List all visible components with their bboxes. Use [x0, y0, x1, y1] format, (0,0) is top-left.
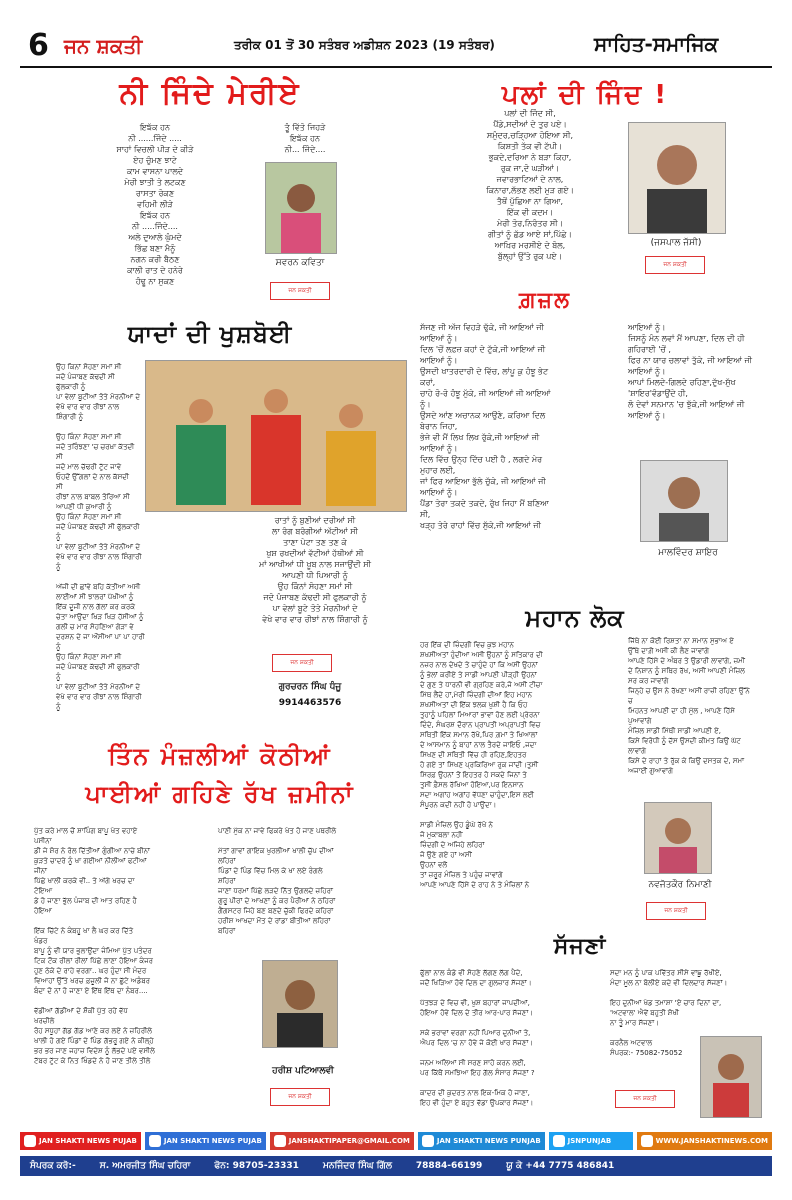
youtube-icon	[24, 1135, 36, 1147]
author-photo	[262, 960, 338, 1048]
article-text: ਹਰ ਇੱਕ ਦੀ ਜ਼ਿੰਦਗੀ ਵਿਚ ਕੁਝ ਮਹਾਨ ਸ਼ਖਸੀਅਤਾਂ ਹੁੰਦੀਆਂ ਅਸੀਂ ਉਹਨਾਂ ਨੂੰ ਸਤਿਕਾਰ ਦੀ ਨਜ਼ਰ ਨਾਲ ਦੇਖਦੇ ਤੇ ਚਾਹੁੰਦੇ ਹਾਂ ਕਿ ਅਸੀਂ ਉਹਨਾਂ ਨੂੰ ਭੇਲਾਂ ਕਰੀਏ ਤੇ ਸਾਡੀ ਆਪਣੀ ਪੀੜ੍ਹੀ ਉਹਨਾਂ ਦੇ ਗੁਣ ਤੇ ਧਾਰਨੀ ਵੀ ਗ੍ਰਹਿਣ ਕਰੇ,ਜੋ ਅਸੀਂ ਟੀਚਾ ਮਿੱਥ ਲੈਂਦੇ ਹਾਂ,ਮੇਰੀ ਜ਼ਿੰਦਗੀ ਦੀਆਂ ਇਹ ਮਹਾਨ ਸ਼ਖਸੀਅਤਾਂ ਦੀ ਇੱਕ ਝਲਕ ਖੁਸ਼ੀ ਹੈ ਕਿ ਓਹ ਤੁਹਾਨੂੰ ਪਹਿਲਾਂ ਮਿਆਰਾਂ ਭਾਵਾਂ ਹੋਣ ਲਈ ਪ੍ਰੇਰਨਾ ਦਿੰਦੇ, ਸੰਘਰਸ਼ ਦੌਰਾਨ ਪ੍ਰਾਪਤੀ ਅਪ੍ਰਾਪਤੀ ਵਿਚ ਸਥਿਤੀ ਇੱਕ ਸਮਾਨ ਰੱਖੋ,ਪਿਰ ਗ਼ਮਾਂ ਤੇ ਖਿਆਲਾਂ ਦੇ ਆਸਮਾਨ ਨੂੰ ਬਾਹਾਂ ਨਾਲ ਤੈਰਦੇ ਜਾਇਓ ,ਜਦਾ ਸਿਖਣ ਦੀ ਸਥਿਤੀ ਵਿੱਚ ਹੀ ਰਹਿਣ,ਇਹਤਰ ਹੋ ਗਏ ਤਾਂ ਸਿਖਣ ਪ੍ਰਕਿਰਿਆ ਰੁਕ ਜਾਂਦੀ।ਤੁਸੀਂ ਸਿਰਫ਼ ਉਹਨਾਂ ਤੋਂ ਇਹਤਰ ਹੋ ਸਕਦੇ ਜਿਨਾਂ ਤੇ ਤੁਸੀਂ ਫ਼ੈਸਲ ਰੱਖਿਆ ਹੋਇਆ,ਪਰ ਇਨਸਾਨ ਸਦਾ ਅਗਾਂਹ ਅਗਾਂਹ ਵੱਧਣਾ ਚਾਹੁੰਦਾ,ਇਸ ਲਈ ਸੰਪੂਰਨ ਕਦੀ ਨਹੀਂ ਹੋ ਪਾਉਂਦਾ। ਸਾਡੀ ਮੰਜ਼ਿਲ ਉਹ ਡੂੰਘੇ ਰੱਖੋ ਨੇ ਜੋ ਮੁਕਾਬਲਾ ਨਹੀਂ ਜ਼ਿੰਦਗੀ ਦੇ ਅਜਿਹੇ ਲਹਿਰਾਂ ਜੋ ਉਣੇ ਗਏ ਹਾਂ ਅਸੀਂ ਉਹਨਾਂ ਵਲੋਂ ਤਾਂ ਜ਼ਰੂਰ ਮੰਜ਼ਿਲ ਤੇ ਪਹੁੰਚ ਜਾਵਾਂਗੇ ਆਪਣੇ ਆਪਣੇ ਹਿੱਸੇ ਦੇ ਰਾਹ ਨੇ ਤੇ ਮੰਜ਼ਿਲਾਂ ਨੇ	[420, 641, 543, 889]
social-link-label: JAN SHAKTI NEWS PUJAB	[39, 1137, 137, 1145]
page-number: 6	[28, 28, 49, 63]
author-name: ਸਵਰਨ ਕਵਿਤਾ	[275, 258, 325, 268]
contact-phone: ਫੋਨ: 98705-23331	[214, 1161, 299, 1171]
portrait-icon	[629, 123, 725, 233]
newspaper-badge: ਜਨ ਸ਼ਕਤੀ	[646, 902, 706, 920]
article-illustration	[145, 360, 407, 512]
newspaper-badge: ਜਨ ਸ਼ਕਤੀ	[270, 282, 330, 300]
social-link[interactable]	[418, 1132, 545, 1150]
article-title: ਤਿੰਨ ਮੰਜ਼ਲੀਆਂ ਕੋਠੀਆਂ	[108, 742, 332, 770]
contact-label: ਸੰਪਰਕ ਕਰੋ:-	[30, 1161, 76, 1171]
poem-text: ਪਲਾਂ ਦੀ ਜਿੰਦ ਸੀ, ਪੈਂਡੇ,ਸਦੀਆਂ ਦੇ ਤੁਰ ਪਏ। ਸਮੁੰਦਰ,ਚੜ੍ਹਿਆ ਹੋਇਆ ਸੀ, ਕਿਸ਼ਤੀ ਤੱਕ ਵੀ ਟੱਪੀ। ਭੁਕਦੇ,ਦਰਿਆ ਨੇ ਬੜਾ ਕਿਹਾ, ਰੁਕ ਜਾ,ਦੋ ਘੜੀਆਂ। ਜਵਾਰਭਾਟਿਆਂ ਦੇ ਨਾਲ, ਕਿਨਾਰਾ,ਲੱਭਣ ਲਈ ਮੁੜ ਗਏ। ਤੈਥੋਂ ਪੁੱਛਿਆ ਨਾ ਗਿਆ, ਇੱਕ ਵੀ ਕਦਮ। ਮੇਰੀ ਤੋਰ,ਨਿਰੰਤਰ ਸੀ। ਗੀਤਾਂ ਨੂੰ ਛੱਡ ਆਏ ਸਾਂ,ਪਿੱਛੇ। ਆਖ਼ਿਰ ਮਰਸੀਏ ਦੇ ਬੋਲ, ਬੁੱਲ੍ਹਾਂ ਉੱਤੇ ਰੁਕ ਪਏ।	[486, 109, 574, 261]
mail-icon	[274, 1135, 286, 1147]
contact-uk-phone: ਯੂ ਕੇ +44 7775 486841	[506, 1161, 615, 1171]
social-link-label: JANSHAKTIPAPER@GMAIL.COM	[288, 1137, 410, 1145]
edition-date: ਤਰੀਕ 01 ਤੋਂ 30 ਸਤੰਬਰ ਅਡੀਸ਼ਨ 2023 (19 ਸਤੰਬਰ)	[234, 38, 495, 52]
contact-bar	[20, 1156, 772, 1176]
author-name: ਹਰੀਸ਼ ਪਟਿਆਲਵੀ	[272, 1066, 334, 1076]
header-rule	[20, 66, 772, 68]
author-photo	[644, 802, 712, 874]
author-photo	[640, 460, 728, 542]
author-phone: 9914463576	[278, 698, 342, 708]
web-icon	[641, 1135, 653, 1147]
social-link[interactable]	[549, 1132, 633, 1150]
newspaper-badge: ਜਨ ਸ਼ਕਤੀ	[645, 256, 705, 274]
author-photo	[700, 1036, 762, 1118]
author-name: ਮਾਲਵਿੰਦਰ ਸ਼ਾਇਰ	[658, 548, 718, 558]
newspaper-badge: ਜਨ ਸ਼ਕਤੀ	[615, 1090, 675, 1108]
ghazal-text: ਆਇਆਂ ਨੂੰ। ਜਿਸਨੂੰ ਮੰਨ ਲਵਾਂ ਮੈਂ ਆਪਣਾ, ਦਿਲ ਦੀ ਹੀ ਗਹਿਰਾਈ 'ਚੋਂ , ਫਿਰ ਨਾ ਯਾਰ ਚਲਾਵਾਂ ਤੁੱਕੇ, ਜੀ ਆਇਆਂ ਜੀ ਆਇਆਂ ਨੂੰ। ਆਪਾਂ ਮਿਲਦੇ-ਗਿਲਦੇ ਰਹਿਣਾ,ਦੁੱਖ-ਸੁੱਖ 'ਸ਼ਾਇਰ'ਵੰਡਾਉਂਦੇ ਹੀ, ਲੋ ਦੇਵਾਂ ਸਨਮਾਨ 'ਚ ਝੁੱਕੇ,ਜੀ ਆਇਆਂ ਜੀ ਆਇਆਂ ਨੂੰ।	[628, 323, 753, 420]
author-photo	[265, 162, 337, 254]
poem-text: ਰਾਤਾਂ ਨੂੰ ਬੁਣੀਆਂ ਦਰੀਆਂ ਸੀ ਲਾ ਰੰਗ ਬਰੰਗੀਆਂ ਅੱਟੀਆਂ ਸੀ ਤਾਣਾ ਪੇਟਾ ਤਣ ਤਣ ਕੇ ਖੁਸ਼ ਰਖਦੀਆਂ ਵੱਟੀਆਂ ਹੱਥੀਆਂ ਸੀ ਮਾਂ ਆਖੀਆਂ ਧੀ ਖੂਬ ਨਾਲ ਸਜਾਉਂਦੀ ਸੀ ਆਪਣੀ ਧੀ ਪਿਆਰੀ ਨੂੰ ਉਹ ਕਿੰਨਾਂ ਸੋਹਣਾ ਸਮਾਂ ਸੀ ਜਦੋ ਪੰਜਾਬਣ ਕੱਢਦੀ ਸੀ ਫੁਲਕਾਰੀ ਨੂੰ ਪਾ ਵੇਲਾਂ ਬੂਟੇ ਤੋਤੇ ਮੋਰਨੀਆਂ ਦੇ ਵੇਖੇ ਵਾਰ ਵਾਰ ਰੀਝਾਂ ਨਾਲ ਸ਼ਿੰਗਾਰੀ ਨੂੰ	[259, 516, 371, 624]
social-link-label: JAN SHAKTI NEWS PUJAB	[163, 1137, 262, 1145]
article-text: ਪਾਣੀ ਮੁੱਕ ਨਾ ਜਾਵੇ ਫਿਕਰੇ ਖੇਤ ਹੋ ਜਾਣ ਪਥਰੀਲੇ ਮੱਤਾਂ ਗਾਵਾਂ ਗਾਇਕ ਖੁਰਲੀਆਂ ਖਾਲੀ ਚੁੱਪ ਦੀਆਂ ਲਹਿਰਾਂ ਪਿੰਡਾਂ ਦੇ ਪਿੰਡ ਵਿੱਚ ਮਿਲ ਕੇ ਖਾ ਲਏ ਰੰਗਲੇ ਸ਼ਹਿਰਾਂ ਜਾਣਾਂ ਧਰਮਾਂ ਪਿੱਛੇ ਲੜਦੇ ਨਿੱਤ ਉਗਲਦੇ ਜ਼ਹਿਰਾਂ ਗੁਰੂ ਪੀਰਾਂ ਦੇ ਆਖਣਾਂ ਨੂੰ ਕਰ ਪੈਰੀਆਂ ਨੇ ਠਹਿਰਾਂ ਗੈਂਗਸਟਰ ਜਿਹੇ ਬਣ ਬਣਦੇ ਚੁੱਕੀ ਫਿਰਦੇ ਕਹਿਰਾਂ ਹਰੀਸ਼ ਆਖਦਾ ਮੌਤ ਦੇ ਰਾਂਡਾ ਬੀਤੀਆਂ ਲਹਿਰਾਂ ਬਹਿਰਾਂ	[218, 827, 337, 935]
instagram-icon	[422, 1135, 434, 1147]
facebook-icon	[149, 1135, 161, 1147]
social-link[interactable]	[270, 1132, 414, 1150]
newspaper-badge: ਜਨ ਸ਼ਕਤੀ	[272, 654, 332, 672]
author-photo	[628, 122, 726, 234]
author-name: ਨਵਜੋਤਕੌਰ ਨਿਮਾਣੀ	[648, 880, 712, 890]
article-title: ਨੀ ਜਿੰਦੇ ਮੇਰੀਏ	[119, 76, 301, 111]
poem-text: ਇਙੱਕ ਹਨ ਨੀ ......ਜਿੰਦੇ ..... ਸਾਹਾਂ ਵਿਚਲੀ ਪੀੜ ਦੇ ਕੀੜੇ ਏਹ ਚੁੰਮਣ ਝਾਟੇ ਕਾਮ ਵਾਸਨਾ ਪਾਲਦੇ ਮੇਰੀ ਝਾਤੀ ਤੇ ਲਟਕਣ ਰਾਸਤਾ ਰੋਕਣ ਵਹਿਮੀ ਲੀੜੇ ਇਙੱਕ ਹਨ ਨੀ .....ਜਿੰਦੇ.... ਅਲੇ ਦੁਆਲੇ ਘੁੰਮਦੇ ਭਿੱਛ ਬਣਾ ਮੈਨੂੰ ਨਗਨ ਕਰੀ ਬੈਠਣ ਕਾਲੀ ਰਾਤ ਦੇ ਹਨੇਰੇ ਹੰਢੂ ਨਾ ਸੁਕਣ	[116, 123, 194, 286]
article-subtitle: ਪਾਈਆਂ ਗਹਿਣੇ ਰੱਖ ਜ਼ਮੀਨਾਂ	[85, 780, 355, 808]
article-text: ਫੁੱਲਾਂ ਨਾਲ ਕੰਡੇ ਵੀ ਸੋਹਣੇ ਲੱਗਣ ਲੱਗ ਪੈਂਦੇ, ਜਦੋਂ ਖਿੜਿਆ ਹੋਵੇ ਦਿਲ ਦਾ ਗੁਲਜ਼ਾਰ ਸੱਜਣਾਂ। ਪੱਤਝੜ ਦੇ ਵਿਚ ਵੀ, ਖੁਸ਼ ਬਹਾਰਾਂ ਜਾਪਦੀਆਂ, ਹੋਇਆ ਹੋਵੇ ਦਿਲ ਦੇ ਤੀਰ ਆਰ-ਪਾਰ ਸੱਜਣਾਂ। ਸਕੇ ਭਰਾਵਾਂ ਵਰਗਾ ਨਹੀਂ ਪਿਆਰ ਦੁਨੀਆਂ ਤੇ, ਐਪਰ ਦਿਲ 'ਚ ਨਾ ਹੋਵੇ ਜੇ ਕੋਈ ਖਾਰ ਸੱਜਣਾਂ। ਜਨਮ ਅਲਿਆਂ ਸੀ ਸਰਣ ਸਾਹੋ ਕਰਨ ਲਈ, ਪਰ ਕਿੱਥੋਂ ਸਮਝਿਆ ਇਹ ਗੱਲ ਸੰਸਾਰ ਸੱਜਣਾਂ ? ਕਾਦਰ ਦੀ ਕੁਦਰਤ ਨਾਲ ਇਕ-ਮਿਕ ਹੋ ਜਾਣਾ, ਇਹ ਵੀ ਹੁੰਦਾ ਏ ਬਹੁਤ ਵੱਡਾ ਉਪਕਾਰ ਸੱਜਣਾਂ।	[420, 969, 535, 1107]
article-title: ਮਹਾਨ ਲੋਕ	[525, 604, 625, 632]
social-link[interactable]	[20, 1132, 141, 1150]
article-text: ਜਿੱਥੇ ਨਾ ਕੋਈ ਰਿਸ਼ਤਾ ਨਾ ਸਮਾਨ ਸੁਭਾਅ ਏ ਉੱਥੇ ਦਾਗ਼ੋਂ ਅਸੀਂ ਕੀ ਲੈਣ ਜਾਵਾਂਗੇ ਆਪਣੇ ਹਿੱਸੇ ਦੇ ਅੰਬਰ ਤੇ ਉਡਾਰੀ ਲਾਵਾਂਗੇ, ਜ਼ਮੀਂ ਦੇ ਨਿਸ਼ਾਨ ਨੂੰ ਸਥਿਰ ਰੱਖ, ਅਸੀਂ ਆਪਣੀ ਮੰਜ਼ਿਲ ਸਰ ਕਰ ਜਾਵਾਂਗੇ ਜਿਨ੍ਹੇ ਚ ਉਸ ਨੇ ਰੱਖਣਾ ਅਸੀਂ ਰਾਜ਼ੀ ਰਹਿਣਾ ਉੱਨੇ ਚ ਮਿਹਨਤ ਆਪਣੀ ਦਾ ਹੀ ਮੁੱਲ , ਆਪਣੇ ਹਿੱਸੇ ਪੁਆਵਾਂਗੇ ਮੰਜ਼ਿਲ ਸਾਡੀ ਮਿੱਥੀ ਸਾਡੀ ਆਪਣੀ ਏ, ਕਿਸੇ ਵਿਰੋਧੀ ਨੂੰ ਦੱਸ ਉਸਦੀ ਕੀਮਤ ਕਿਉਂ ਘੱਟ ਲਾਵਾਂਗੇ ਕਿਸੇ ਦੇ ਰਾਹਾਂ ਤੇ ਰੁੱਕ ਕੇ ਕਿਉਂ ਦਸਤਕ ਦੇ, ਸਮਾਂ ਅਜਾਈਂ ਗੁਆਵਾਂਗੇ	[628, 637, 750, 775]
twitter-icon	[553, 1135, 565, 1147]
poem-text: ਉਹ ਕਿਨਾਂ ਸੋਹਣਾ ਸਮਾਂ ਸੀ ਜਦੋ ਪੰਜਾਬਣ ਕੱਢਦੀ ਸੀ ਫੁੱਲਕਾਰੀ ਨੂੰ ਪਾ ਵੇਲਾਂ ਬੂਟੀਆਂ ਤੋਤੇ ਮੋਰਨੀਆਂ ਦੇ ਵੇਖੋ ਵਾਰ ਵਾਰ ਰੀਝਾਂ ਨਾਲ ਸ਼ਿੰਗਾਰੀ ਨੂੰ ਉਹ ਕਿੰਨਾ ਸੋਹਣਾ ਸਮਾਂ ਸੀ ਜਦੋ ਤਰਿੰਝਣਾ 'ਚ ਚਰਖ਼ਾ ਕੱਤਦੀ ਸੀ ਜਦੋ ਮਾਲ ਚੱਢਰੀ ਟੁੱਟ ਜਾਵੇ ਓਹਦੋਂ ਉੱਗਲਾਂ ਦੇ ਨਾਲ ਕੱਸਦੀ ਸੀ ਰੀਝਾਂ ਨਾਲ ਬਾਬਲ ਤੋਰਿਆ ਸੀ ਆਪਣੀ ਧੀ ਕੁਆਰੀ ਨੂੰ ਉਹ ਕਿੰਨਾਂ ਸੋਹਣਾ ਸਮਾਂ ਸੀ ਜਦੋਂ ਪੰਜਾਬਣ ਕੱਢਦੀ ਸੀ ਫੁੱਲਕਾਰੀ ਨੂੰ ਪਾ ਵੇਲਾਂ ਬੂਟੀਆਂ ਤੋਤੇ ਮੋਰਨੀਆਂ ਦੇ ਵੇਖੇ ਵਾਰ ਵਾਰ ਰੀਝਾ ਨਾਲ ਸ਼ਿੰਗਾਰੀ ਨੂੰ ਅੱਜੀ ਦੀ ਛਾਂਵੇ ਬਹਿ ਕੱਤੀਆਂ ਅਸੀ ਲਾਈਆਂ ਸੀ ਝਾਲਰਾਂ ਪੱਖੀਆਂ ਨੂੰ ਇੱਕ ਦੂਜੀ ਨਾਲ ਗੱਲਾਂ ਕਰ ਕਰਕੇ ਚੇਤਾ ਆਉਂਦਾ ਖਿੜ ਖਿੜ ਹੱਸੀਆਂ ਨੂੰ ਗਲੀ ਚ ਮਾਰ ਸੋਹਣਿਆ ਗੇੜਾ ਵੇ ਦਰਸ਼ਨ ਦੇ ਜਾ ਔਸੀਆਂ ਪਾ ਪਾ ਹਾਰੀ ਨੂੰ ਉਹ ਕਿੰਨਾਂ ਸੋਹਣਾ ਸਮਾਂ ਸੀ ਜਦੋ ਪੰਜਾਬਣ ਕੱਢਦੀ ਸੀ ਫੁਲਕਾਰੀ ਨੂੰ ਪਾ ਵੇਲਾਂ ਬੂਟੀਆਂ ਤੋਤੇ ਮੋਰਨੀਆਂ ਦੇ ਵੇਖੇ ਵਾਰ ਵਾਰ ਰੀਝਾਂ ਨਾਲ ਸ਼ਿੰਗਾਰੀ ਨੂੰ	[56, 363, 145, 711]
portrait-icon	[701, 1037, 761, 1117]
article-text: ਸਦਾ ਮਨ ਨੂੰ ਪਾਕ ਪਵਿੱਤਰ ਸੀਸੇ ਵਾਂਙੂ ਰੱਖੀਏ, ਮੰਦਾ ਮੂਲ ਨਾ ਬੋਲੀਏ ਕਦੇ ਵੀ ਦਿਲਦਾਰ ਸੱਜਣਾਂ। ਇਹ ਦੁਨੀਆਂ ਖੇਡ ਤਮਾਸ਼ਾ 'ਏ ਚਾਰ ਦਿਨਾਂ ਦਾ, 'ਅਟਵਾਲ' ਐਵੇਂ ਬਹੁਤੀ ਸ਼ੋਖੀ ਨਾ ਤੂੰ ਮਾਰ ਸੱਜਣਾਂ। ਕਰਨੈਲ ਅਟਵਾਲ ਸੰਪਰਕ:- 75082-75052	[610, 969, 728, 1057]
poem-text: ਤੂੰ ਵਿੱਤੋ ਜਿਹੜੇ ਇਙੱਕ ਹਨ ਨੀ... ਜਿੰਦੇ....	[284, 123, 326, 154]
author-name: (ਜਸਪਾਲ ਜੱਸੀ)	[650, 238, 702, 248]
social-link-label: WWW.JANSHAKTINEWS.COM	[655, 1137, 768, 1145]
social-link-label: JAN SHAKTI NEWS PUNJAB	[436, 1137, 541, 1145]
social-link-label: JSNPUNJAB	[567, 1137, 612, 1145]
article-title: ਯਾਦਾਂ ਦੀ ਖੁਸ਼ਬੋਈ	[127, 320, 293, 348]
section-title: ਸਾਹਿਤ-ਸਮਾਜਿਕ	[594, 32, 719, 56]
contact-person: ਮਨਜਿੰਦਰ ਸਿੰਘ ਗਿੱਲ	[322, 1161, 392, 1171]
portrait-icon	[641, 461, 727, 541]
newspaper-badge: ਜਨ ਸ਼ਕਤੀ	[270, 1088, 330, 1106]
contact-phone: 78884-66199	[415, 1161, 483, 1171]
social-link[interactable]	[145, 1132, 266, 1150]
contact-person: ਸ. ਅਮਰਜੀਤ ਸਿੰਘ ਚਹਿਰਾ	[99, 1161, 191, 1171]
article-title: ਸੱਜਣਾਂ	[553, 934, 607, 959]
author-name: ਗੁਰਚਰਨ ਸਿੰਘ ਧੰਜੂ	[278, 682, 342, 692]
article-text: ਪੁੱਤ ਕਰੇ ਮਾਲ ਚੋਂ ਸ਼ਾਪਿੰਗ ਬਾਪੂ ਖੇਤ ਵਹਾਏ ਪਸੀਨਾ ਡੀ ਜੇ ਸ਼ੋਰ ਨੇ ਰੋਲ ਦਿੱਤੀਆਂ ਗੁੰਗੀਆ ਨਾਚੇ ਬੀਨਾਂ ਕੁੜਤੇ ਚਾਦਰੇ ਨੂੰ ਖਾ ਗਈਆਂ ਨੀਲੀਆਂ ਫਟੀਆਂ ਜੀਨਾਂ ਪਿੱਛੇ ਖਾਲੀ ਕਰਕੇ ਵੀ.. ਤੇ ਅੱਗੇ ਖਰਚ ਦਾ ਟੋਇਆ ਡੇ ਹੋ ਜਾਣਾ ਭੁੱਲ ਪੰਜਾਬ ਦੀ ਆਤ ਰਹਿਣ ਹੈ ਹੋਇਆ ਇੱਕ ਚਿੱਟੇ ਨੇ ਕੰਬਹੂ ਖਾ ਲੈ ਘਰ ਕਰ ਦਿੱਤੇ ਖੰਡਰ ਬਾਪੂ ਨੂੰ ਵੀ ਯਾਰ ਭੁਲਾਉਂਦਾ ਜੰਮਿਆ ਪੁੱਤ ਪਤੰਦਰ ਟਿਕ ਟੌਕ ਰੀਲਾਂ ਰੀਲਾਂ ਪਿੱਛੇ ਲਾਣਾ ਹੋਇਆ ਕੰਜਰ ਹੁਣ ਠੇਕੇ ਦੇ ਰਾਹੇ ਵਰਗਾ.. ਘਰ ਹੁੰਦਾ ਸੀ ਮੰਦਰ ਵਿਆਹਾਂ ਉੱਤੇ ਖਰਚ ਫ਼ਜ਼ੂਲੀ ਜੋ ਨਾ ਛੁੱਟੇ ਅਡੰਬਰ ਬੰਦਾ ਦੋ ਨਾਂ ਹੋ ਜਾਣਾ ਏ ਇੱਥ ਇੱਥ ਦਾ ਨੰਬਰ.... ਵੱਡੀਆਂ ਗੱਡੀਆਂ ਦੇ ਸ਼ੌਕੀ ਪੁੱਤ ਰਹੇਂ ਵੱਧ ਖਰਚੀਲੇ ਰੋਹ ਸਧੂਹਾਂ ਗੱਡ ਗੱਡ ਆਣੇ ਕਰ ਲਏ ਨੇ ਜ਼ਹਿਰੀਲੇ ਖਾਲੀ ਹੋ ਗਏ ਪਿੰਡਾਂ ਦੇ ਪਿੰਡ ਗੱਭਰੂ ਗਏ ਨੇ ਕੀਲ੍ਹੇ ਭਰ ਭਰ ਜਾਣ ਜਹਾਜ਼ ਵਿਦੇਸ਼ ਨੂੰ ਲੱਭਦੇ ਪਏ ਵਸੀਲੇ ਟੱਬਰ ਟੁੱਟ ਕੇ ਨਿਤ ਖਿੰਡਦੇ ਨੇ ਹੋ ਜਾਣ ਤੀਲੇ ਤੀਲੇ	[34, 827, 155, 1065]
ghazal-text: ਸੱਜਣ ਜੀ ਅੱਜ ਵਿਹੜੇ ਢੁੱਕੇ, ਜੀ ਆਇਆਂ ਜੀ ਆਇਆਂ ਨੂੰ। ਦਿਲ 'ਚੋਂ ਲਫ਼ਜ਼ ਕਹਾਂ ਦੇ ਟੁੱਕੇ,ਜੀ ਆਇਆਂ ਜੀ ਆਇਆਂ ਨੂੰ। ਉਸਦੀ ਖਾਤਰਦਾਰੀ ਦੇ ਵਿੱਚ, ਲਾਂਪੂ ਕੁ ਹੰਝੂ ਭੇਟ ਕਰਾਂ, ਚਾਹੇ ਰੋ-ਰੋ ਹੰਝੂ ਮੁੱਕੇ, ਜੀ ਆਇਆਂ ਜੀ ਆਇਆਂ ਨੂੰ। ਉਸਦੇ ਆਂਣ ਅਚਾਨਕ ਆਉਣੇ, ਕਰਿਆ ਦਿਲ ਬੇਰਾਨ ਜਿਹਾ, ਭੇਜੇ ਵੀ ਮੈਂ ਲਿਖ ਲਿਖ ਰੁੱਕੇ,ਜੀ ਆਇਆਂ ਜੀ ਆਇਆਂ ਨੂੰ। ਦਿਲ ਵਿੱਚ ਉਨ੍ਹ ਦਿੱਚ ਪਈ ਹੈ , ਲਗਦੇ ਮੇਰ ਮੁਹਾਰ ਲਈ, ਜਾਂ ਫਿਰ ਆਇਆ ਭੁੱਲੇ ਚੁੱਕੇ, ਜੀ ਆਇਆਂ ਜੀ ਆਇਆਂ ਨੂੰ। ਪੈਂਡਾ ਤੇਰਾ ਤਕਦੇ ਤਕਦੇ, ਰੁੱਖ ਜਿਹਾ ਮੈਂ ਬਣਿਆ ਸੀ, ਖੜ੍ਹ ਤੇਰੇ ਰਾਹਾਂ ਵਿੱਚ ਸੁੱਕੇ,ਜੀ ਆਇਆਂ ਜੀ	[420, 323, 551, 530]
article-title: ਪਲਾਂ ਦੀ ਜਿੰਦ !	[501, 80, 669, 110]
portrait-icon	[645, 803, 711, 873]
phulkari-women-icon	[146, 361, 406, 511]
article-title: ਗ਼ਜ਼ਲ	[519, 288, 571, 313]
footer	[20, 1132, 772, 1178]
portrait-icon	[263, 961, 337, 1047]
page-header	[0, 0, 792, 70]
social-links	[20, 1132, 772, 1152]
portrait-icon	[266, 163, 336, 253]
masthead-logo: ਜਨ ਸ਼ਕਤੀ	[64, 34, 143, 58]
social-link[interactable]	[637, 1132, 772, 1150]
